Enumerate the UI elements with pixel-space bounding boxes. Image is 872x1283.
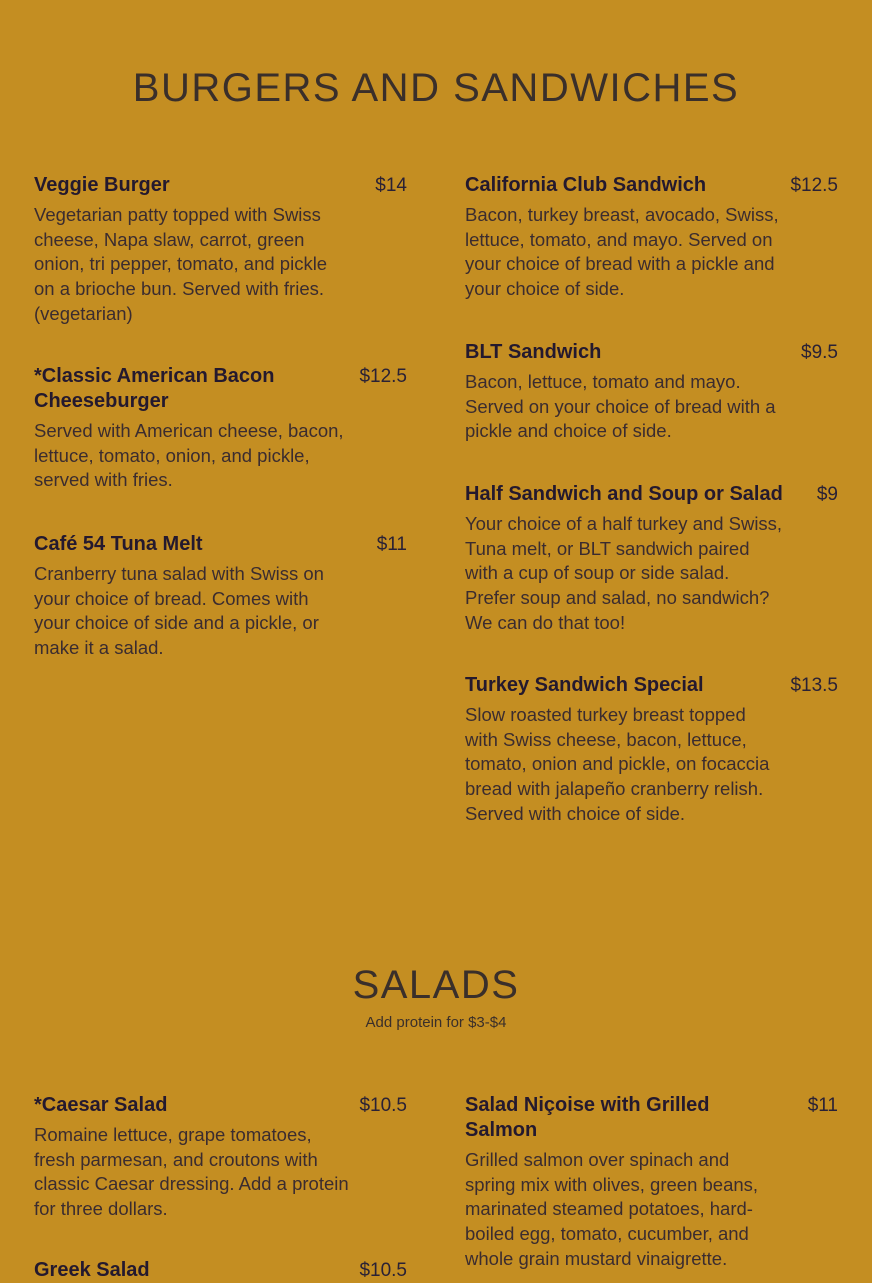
item-name: California Club Sandwich xyxy=(465,174,707,196)
item-description: Bacon, turkey breast, avocado, Swiss, lettuce, tomato, and mayo. Served on your choice of bread with a pickle and your choice of side. xyxy=(465,204,779,300)
item-description: Slow roasted turkey breast topped with Swiss cheese, bacon, lettuce, tomato, onion and pickle, on focaccia bread with jalapeño cranberry relish. Served with choice of side. xyxy=(465,704,770,824)
item-name: Veggie Burger xyxy=(34,174,170,196)
item-price: $10.5 xyxy=(359,1260,407,1281)
item-price: $12.5 xyxy=(790,175,838,196)
item-name: Café 54 Tuna Melt xyxy=(34,533,203,555)
salads-section-title: SALADS xyxy=(352,963,520,1007)
burgers-section-title: BURGERS AND SANDWICHES xyxy=(132,66,740,110)
item-name: *Caesar Salad xyxy=(34,1094,168,1116)
item-price: $9 xyxy=(816,484,838,505)
item-price: $11 xyxy=(807,1095,838,1116)
salads-subtitle: Add protein for $3-$4 xyxy=(365,1014,507,1031)
menu-item-classic-cheeseburger xyxy=(34,364,407,493)
menu-item-salad-nicoise xyxy=(465,1093,838,1272)
item-name: Half Sandwich and Soup or Salad xyxy=(465,483,783,505)
item-name: Turkey Sandwich Special xyxy=(465,674,704,696)
item-name: Salad Niçoise with Grilled Salmon xyxy=(465,1094,710,1141)
item-price: $9.5 xyxy=(801,342,838,363)
item-description: Your choice of a half turkey and Swiss, Tuna melt, or BLT sandwich paired with a cup of soup or side salad. Prefer soup and salad, no sandwich? We can do that too! xyxy=(465,513,783,633)
item-name: *Classic American Bacon Cheeseburger xyxy=(34,365,275,412)
item-name: Greek Salad xyxy=(34,1259,150,1281)
menu-item-caesar-salad xyxy=(34,1093,407,1222)
item-description: Cranberry tuna salad with Swiss on your choice of bread. Comes with your choice of side and a pickle, or make it a salad. xyxy=(34,563,324,659)
item-description: Served with American cheese, bacon, lettuce, tomato, onion, and pickle, served with fries. xyxy=(34,420,344,491)
item-price: $11 xyxy=(376,534,407,555)
menu-item-greek-salad xyxy=(34,1258,407,1283)
item-price: $13.5 xyxy=(790,675,838,696)
item-name: BLT Sandwich xyxy=(465,341,602,363)
item-description: Romaine lettuce, grape tomatoes, fresh parmesan, and croutons with classic Caesar dressing. Add a protein for three dollars. xyxy=(34,1124,349,1220)
item-price: $10.5 xyxy=(359,1095,407,1116)
menu-item-veggie-burger xyxy=(34,173,407,327)
menu-item-blt xyxy=(465,340,838,444)
item-description: Vegetarian patty topped with Swiss cheese, Napa slaw, carrot, green onion, tri pepper, tomato, and pickle on a brioche bun. Served with fries. (vegetarian) xyxy=(34,204,328,324)
item-description: Grilled salmon over spinach and spring mix with olives, green beans, marinated steamed potatoes, hard-boiled egg, tomato, cucumber, and whole grain mustard vinaigrette. xyxy=(465,1149,759,1269)
item-price: $14 xyxy=(375,175,407,196)
item-price: $12.5 xyxy=(359,366,407,387)
menu-item-half-sandwich xyxy=(465,482,838,636)
menu-item-california-club xyxy=(465,173,838,302)
item-description: Bacon, lettuce, tomato and mayo. Served on your choice of bread with a pickle and choice of side. xyxy=(465,371,776,442)
menu-item-tuna-melt xyxy=(34,532,407,661)
menu-item-turkey-special xyxy=(465,673,838,827)
